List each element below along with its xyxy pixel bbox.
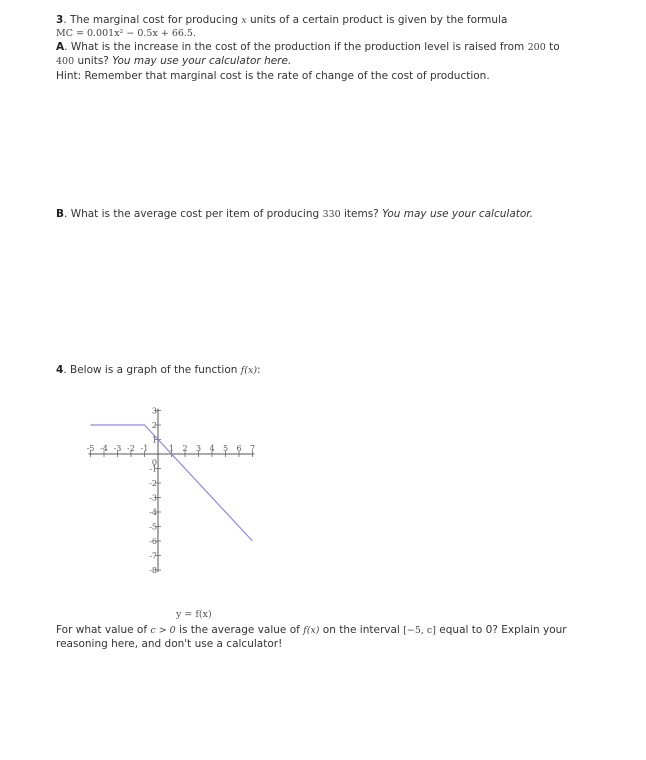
q4-question-line2: reasoning here, and don't use a calculator! [56,638,283,650]
function-line [91,425,256,541]
q3-partA-label: A [56,41,65,53]
q3-partA-text: . What is the increase in the cost of the production if the production level is raised from [64,41,528,53]
graph-axes [86,406,255,573]
q4-question-fx: f(x) [303,625,320,636]
y-tick-label: -4 [149,508,157,517]
q3-var-x: x [241,15,247,26]
x-tick-label: 7 [249,444,256,453]
q3-intro-line [56,14,507,27]
q3-partA-line2 [56,55,291,68]
q3-partB-text: . What is the average cost per item of producing [64,208,323,220]
q4-intro: . Below is a graph of the function [63,364,241,376]
q3-intro: . The marginal cost for producing [63,14,242,26]
x-tick-label: -2 [127,444,135,453]
y-tick-label: 3 [151,406,157,416]
graph-series [91,425,256,541]
y-tick-label: 2 [151,421,157,430]
x-tick-label: 2 [182,444,188,453]
q3-partA-to-word: to [545,41,560,53]
q3-partA-calc: You may use your calculator here. [112,55,292,67]
y-tick-label: -6 [149,537,157,546]
q4-question-interval: [−5, c] [403,625,436,636]
x-tick-label: 4 [209,444,215,453]
function-graph [72,392,292,592]
q4-intro-line [56,364,261,377]
x-tick-label: -4 [100,444,108,453]
x-tick-label: 1 [168,444,175,453]
graph-caption: y = f(x) [176,609,212,620]
q4-question-d: equal to 0? Explain your [435,624,567,636]
q4-question-c: c > 0 [150,625,176,636]
q4-number: 4 [56,364,64,376]
q3-formula: MC = 0.001x² − 0.5x + 66.5. [56,28,196,39]
q3-number: 3 [56,14,64,26]
y-tick-label: 1 [151,435,157,445]
q4-question-c-text: on the interval [319,624,404,636]
y-tick-label: -5 [149,522,157,532]
y-tick-label: -7 [149,551,157,561]
q3-intro-end: units of a certain product is given by the formula [246,14,508,26]
q3-partB-text2: items? [340,208,383,220]
x-tick-label: 5 [222,444,229,453]
q4-intro-end: : [257,364,261,376]
x-tick-label: 3 [195,444,202,453]
x-tick-label: -3 [113,444,122,453]
q3-partB-calc: You may use your calculator. [382,208,533,220]
q3-partA-line2-num: 400 [56,56,75,67]
y-tick-label: -1 [149,464,157,474]
q3-partA-from: 200 [527,42,546,53]
q3-partB-line [56,208,533,221]
x-tick-label: 6 [236,444,242,453]
x-tick-label: -5 [86,444,95,453]
y-tick-label: 0 [151,458,157,467]
q3-partA-line1 [56,41,560,54]
q3-hint: Hint: Remember that marginal cost is the rate of change of the cost of production. [56,70,490,82]
q4-question-b: is the average value of [175,624,304,636]
graph-ticks [87,407,255,576]
y-tick-label: -8 [149,566,157,575]
q3-partA-line2-text: units? [74,55,113,67]
q4-question-a: For what value of [56,624,151,636]
q3-partB-label: B [56,208,65,220]
q4-func: f(x) [240,365,258,376]
q4-question-line1 [56,624,567,637]
y-tick-label: -2 [149,479,157,488]
y-tick-label: -3 [149,493,157,503]
q3-partB-num: 330 [322,209,341,220]
x-tick-label: -1 [140,444,149,453]
